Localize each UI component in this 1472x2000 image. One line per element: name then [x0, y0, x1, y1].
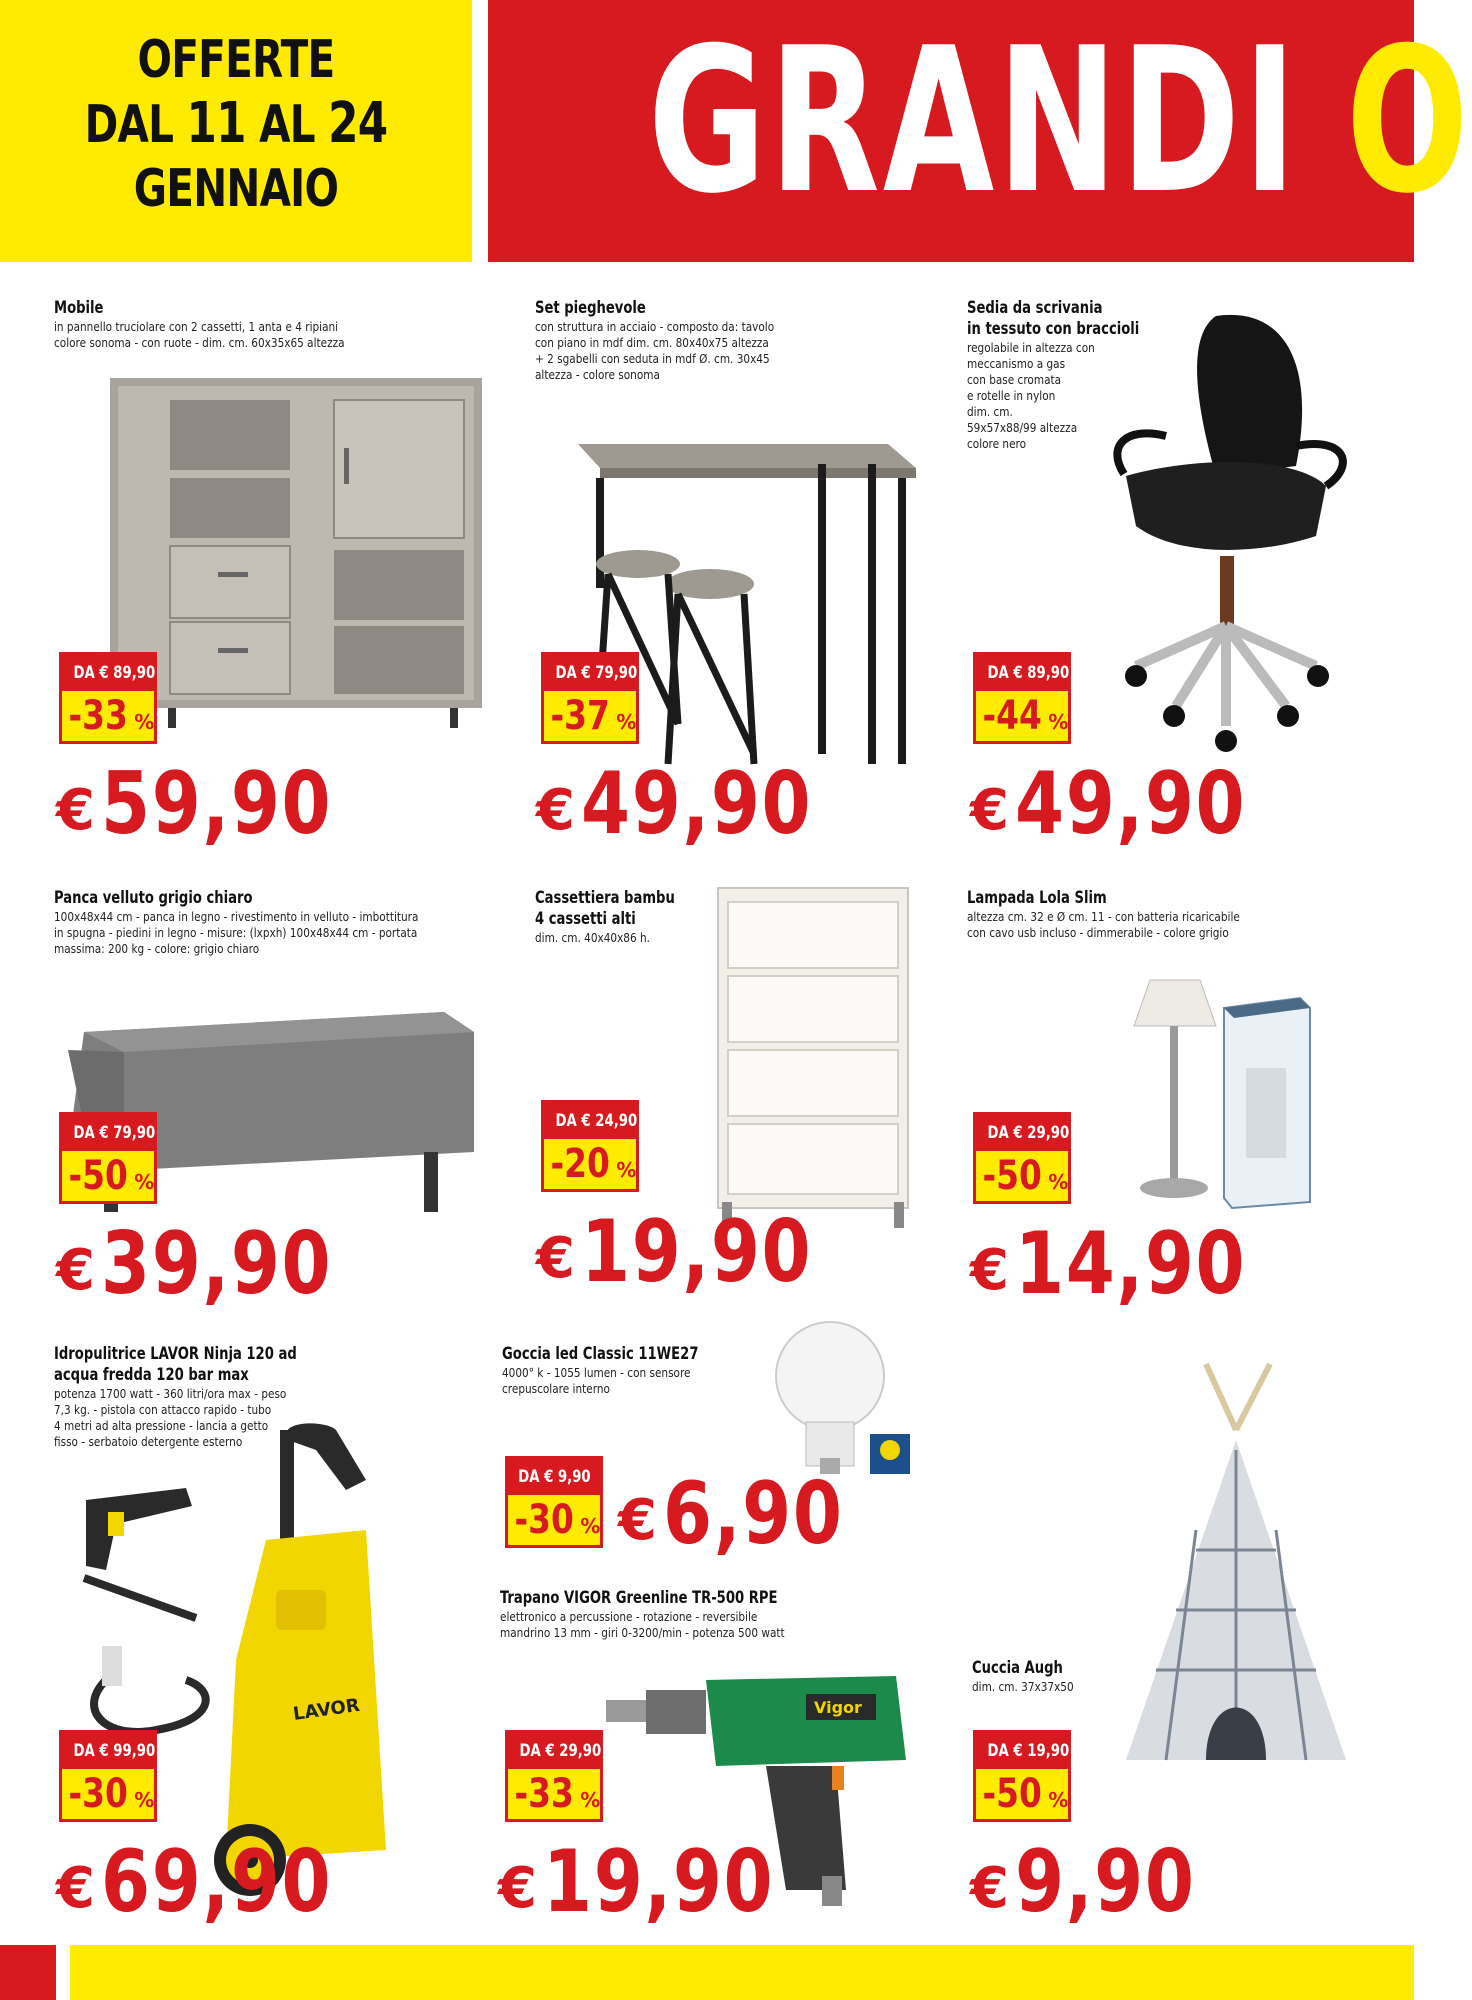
offer-al: AL — [245, 95, 329, 155]
currency-symbol: € — [618, 1488, 657, 1553]
product-description: dim. cm. 40x40x86 h. — [535, 930, 651, 945]
product-title: Sedia da scrivania in tessuto con braccioli — [967, 298, 1140, 339]
currency-symbol: € — [536, 1226, 575, 1291]
lamp-image — [1120, 978, 1320, 1212]
product-description: con struttura in acciaio - composto da: tavolo con piano in mdf dim. cm. 80x40x75 altezza + 2 sgabelli con seduta in mdf Ø. cm. 30x45 altezza - colore sonoma — [535, 319, 775, 382]
discount-badge — [973, 1112, 1071, 1204]
footer-red-block — [0, 1945, 56, 2000]
discount-percent: -30 — [68, 1771, 128, 1817]
product-title: Lampada Lola Slim — [967, 888, 1107, 908]
footer-yellow-bar — [70, 1945, 1414, 2000]
percent-sign: % — [134, 1170, 155, 1194]
percent-sign: % — [580, 1788, 601, 1812]
discount-badge — [541, 1100, 639, 1192]
product-description: in pannello truciolare con 2 cassetti, 1 anta e 4 ripiani colore sonoma - con ruote - dim. cm. 60x35x65 altezza — [54, 319, 345, 350]
drawers-image — [712, 884, 916, 1230]
discount-percent: -44 — [982, 693, 1042, 739]
product-title: Set pieghevole — [535, 298, 646, 318]
product-description: potenza 1700 watt - 360 litri/ora max - peso 7,3 kg. - pistola con attacco rapido - tubo 4 metri ad alta pressione - lancia a getto fisso - serbatoio detergente esterno — [54, 1386, 287, 1449]
sale-price — [56, 1832, 383, 1932]
percent-sign: % — [134, 710, 155, 734]
sale-price — [970, 1832, 1235, 1932]
original-price: DA € 79,90 — [555, 663, 638, 683]
sale-price — [56, 1214, 383, 1314]
original-price: DA € 29,90 — [987, 1123, 1070, 1143]
product-set-pieghevole — [535, 298, 1035, 383]
discount-percent: -33 — [514, 1771, 574, 1817]
price-amount: 39,90 — [100, 1214, 333, 1314]
offer-dates — [52, 28, 420, 221]
discount-badge — [973, 652, 1071, 744]
discount-percent: -20 — [550, 1141, 610, 1187]
currency-symbol: € — [970, 1856, 1009, 1921]
product-title: Cassettiera bambu 4 cassetti alti — [535, 888, 675, 929]
discount-percent: -33 — [68, 693, 128, 739]
discount-percent: -37 — [550, 693, 610, 739]
product-mobile — [54, 298, 554, 351]
currency-symbol: € — [56, 1856, 95, 1921]
discount-badge — [973, 1730, 1071, 1822]
original-price: DA € 79,90 — [73, 1123, 156, 1143]
percent-sign: % — [616, 1158, 637, 1182]
offer-start-day: 11 — [186, 91, 246, 156]
banner-title-cut: O — [1346, 5, 1469, 238]
sale-price — [536, 754, 863, 854]
product-title: Goccia led Classic 11WE27 — [502, 1344, 699, 1364]
price-amount: 19,90 — [542, 1832, 775, 1932]
office-chair-image — [1096, 306, 1356, 762]
sale-price — [970, 754, 1297, 854]
offer-line-2 — [52, 92, 420, 157]
original-price: DA € 89,90 — [987, 663, 1070, 683]
original-price: DA € 9,90 — [518, 1467, 591, 1487]
product-title: Cuccia Augh — [972, 1658, 1063, 1678]
cabinet-image — [108, 378, 486, 740]
product-description: altezza cm. 32 e Ø cm. 11 - con batteria ricaricabile con cavo usb incluso - dimmerabile - colore grigio — [967, 909, 1240, 940]
product-description: dim. cm. 37x37x50 — [972, 1679, 1074, 1694]
offer-dates-panel — [0, 0, 472, 262]
banner-title: GRANDI — [648, 5, 1300, 238]
price-amount: 9,90 — [1014, 1832, 1196, 1932]
product-description: 4000° k - 1055 lumen - con sensore crepuscolare interno — [502, 1365, 691, 1396]
led-bulb-image — [760, 1318, 920, 1484]
product-trapano-vigor — [500, 1588, 1000, 1641]
currency-symbol: € — [56, 778, 95, 843]
discount-badge — [59, 1730, 157, 1822]
sale-price — [56, 754, 383, 854]
price-amount: 69,90 — [100, 1832, 333, 1932]
offer-dal: DAL — [84, 95, 187, 155]
currency-symbol: € — [56, 1238, 95, 1303]
product-title: Panca velluto grigio chiaro — [54, 888, 253, 908]
price-amount: 19,90 — [580, 1202, 813, 1302]
product-goccia-led — [502, 1344, 1002, 1397]
offer-line-3: GENNAIO — [133, 159, 339, 219]
product-title: Mobile — [54, 298, 104, 318]
sale-price — [498, 1832, 825, 1932]
currency-symbol: € — [970, 778, 1009, 843]
product-description: regolabile in altezza con meccanismo a gas con base cromata e rotelle in nylon dim. cm. 59x57x88/99 altezza colore nero — [967, 340, 1095, 451]
discount-percent: -50 — [68, 1153, 128, 1199]
sale-price — [618, 1464, 883, 1564]
discount-percent: -50 — [982, 1771, 1042, 1817]
discount-badge — [541, 652, 639, 744]
percent-sign: % — [580, 1514, 601, 1538]
original-price: DA € 99,90 — [73, 1741, 156, 1761]
percent-sign: % — [616, 710, 637, 734]
price-amount: 49,90 — [1014, 754, 1247, 854]
currency-symbol: € — [498, 1856, 537, 1921]
original-price: DA € 29,90 — [519, 1741, 602, 1761]
price-amount: 49,90 — [580, 754, 813, 854]
brand-vigor: Vigor — [814, 1698, 862, 1717]
product-description: 100x48x44 cm - panca in legno - rivestimento in velluto - imbottitura in spugna - piedini in legno - misure: (lxpxh) 100x48x44 cm - portata massima: 200 kg - colore: grigio chiaro — [54, 909, 419, 956]
offer-line-1: OFFERTE — [137, 30, 335, 90]
discount-percent: -30 — [514, 1497, 574, 1543]
product-panca-velluto — [54, 888, 554, 957]
percent-sign: % — [1048, 710, 1069, 734]
original-price: DA € 89,90 — [73, 663, 156, 683]
discount-badge — [505, 1456, 603, 1548]
product-title: Trapano VIGOR Greenline TR-500 RPE — [500, 1588, 778, 1608]
offer-end-day: 24 — [328, 91, 388, 156]
percent-sign: % — [1048, 1170, 1069, 1194]
price-amount: 6,90 — [662, 1464, 844, 1564]
discount-badge — [59, 1112, 157, 1204]
price-amount: 14,90 — [1014, 1214, 1247, 1314]
percent-sign: % — [1048, 1788, 1069, 1812]
original-price: DA € 19,90 — [987, 1741, 1070, 1761]
product-description: elettronico a percussione - rotazione - reversibile mandrino 13 mm - giri 0-3200/min - potenza 500 watt — [500, 1609, 785, 1640]
pet-tent-image — [1096, 1360, 1376, 1790]
sale-price — [536, 1202, 863, 1302]
currency-symbol: € — [970, 1238, 1009, 1303]
product-lampada-lola — [967, 888, 1467, 941]
promo-banner — [488, 0, 1469, 262]
discount-percent: -50 — [982, 1153, 1042, 1199]
sale-price — [970, 1214, 1297, 1314]
brand-lavor: LAVOR — [291, 1694, 362, 1725]
original-price: DA € 24,90 — [555, 1111, 638, 1131]
currency-symbol: € — [536, 778, 575, 843]
discount-badge — [505, 1730, 603, 1822]
percent-sign: % — [134, 1788, 155, 1812]
discount-badge — [59, 652, 157, 744]
price-amount: 59,90 — [100, 754, 333, 854]
product-title: Idropulitrice LAVOR Ninja 120 ad acqua fredda 120 bar max — [54, 1344, 297, 1385]
